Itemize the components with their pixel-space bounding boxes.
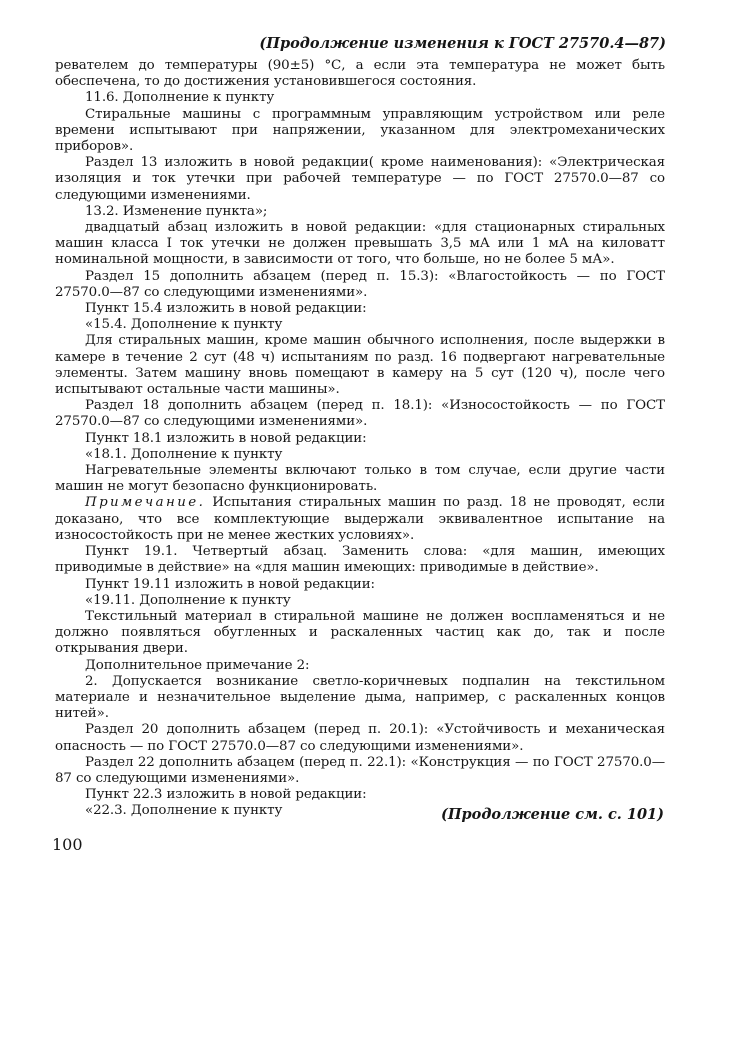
paragraph: Для стиральных машин, кроме машин обычного исполнения, после выдержки в камере в течение 2 сут (48 ч) испытаниям по разд. 16 подвергают нагревательные элементы. Затем машину вновь помещают в камеру на 5 сут (120 ч), после чего испытывают остальные части машины». (55, 333, 665, 398)
section-heading: 11.6. Дополнение к пункту (85, 90, 275, 106)
note-text: Испытания стиральных машин по разд. 18 не проводят, если доказано, что все комплектующие выдержали эквивалентное испытание на износостойкость при не менее жестких условиях». (55, 495, 665, 543)
paragraph: Раздел 22 дополнить абзацем (перед п. 22.1): «Конструкция — по ГОСТ 27570.0—87 со следующими изменениями». (55, 754, 665, 786)
paragraph: реватeлем до температуры (90±5) °С, а если эта температура не может быть обеспечена, то до достижения установившегося состояния. (55, 58, 665, 90)
note-paragraph (55, 495, 665, 544)
page-number: 100 (52, 835, 83, 854)
continued-note: (Продолжение см. с. 101) (440, 806, 664, 823)
paragraph: двадцатый абзац изложить в новой редакции: «для стационарных стиральных машин класса I ток утечки не должен превышать 3,5 мА или 1 мА на киловатт номинальной мощности, в зависимости от того, что больше, но не более 5 мА». (55, 220, 665, 268)
paragraph: Стиральные машины с программным управляющим устройством или реле времени испытывают при напряжении, указанном для электромеханических приборов». (55, 106, 665, 155)
section-heading: «22.3. Дополнение к пункту (85, 803, 283, 819)
paragraph: Раздел 15 дополнить абзацем (перед п. 15.3): «Влагостойкость — по ГОСТ 27570.0—87 со следующими изменениями». (55, 268, 665, 300)
paragraph: 2. Допускается возникание светло-коричневых подпалин на текстильном материале и незначительное выделение дыма, например, с раскаленных концов нитей». (55, 673, 665, 722)
paragraph: Раздел 18 дополнить абзацем (перед п. 18.1): «Износостойкость — по ГОСТ 27570.0—87 со следующими изменениями». (55, 398, 665, 430)
section-heading: «19.11. Дополнение к пункту (85, 592, 291, 608)
paragraph: Пункт 19.11 изложить в новой редакции: (85, 576, 375, 592)
paragraph: Дополнительное примечание 2: (85, 657, 310, 673)
section-heading: 13.2. Изменение пункта»; (85, 203, 268, 219)
section-heading: «18.1. Дополнение к пункту (85, 446, 283, 462)
paragraph: Пункт 15.4 изложить в новой редакции: (85, 301, 367, 317)
page-header: (Продолжение изменения к ГОСТ 27570.4—87) (259, 35, 666, 52)
note-label: Примечание. (85, 495, 206, 511)
paragraph: Пункт 18.1 изложить в новой редакции: (85, 430, 367, 446)
section-heading: «15.4. Дополнение к пункту (85, 317, 283, 333)
paragraph: Текстильный материал в стиральной машине не должен воспламеняться и не должно появляться обугленных и раскаленных частиц как до, так и после открывания двери. (55, 608, 665, 657)
paragraph: Пункт 22.3 изложить в новой редакции: (85, 787, 367, 803)
paragraph: Нагревательные элементы включают только в том случае, если другие части машин не могут безопасно функционировать. (55, 463, 665, 495)
document-body (55, 58, 665, 820)
paragraph: Раздел 13 изложить в новой редакции( кроме наименования): «Электрическая изоляция и ток утечки при рабочей температуре — по ГОСТ 27570.0—87 со следующими изменениями. (55, 155, 665, 203)
paragraph: Раздел 20 дополнить абзацем (перед п. 20.1): «Устойчивость и механическая опасность — по ГОСТ 27570.0—87 со следующими изменениями». (55, 722, 665, 754)
paragraph: Пункт 19.1. Четвертый абзац. Заменить слова: «для машин, имеющих приводимые в действие» на «для машин имеющих: приводимые в действие». (55, 544, 665, 576)
